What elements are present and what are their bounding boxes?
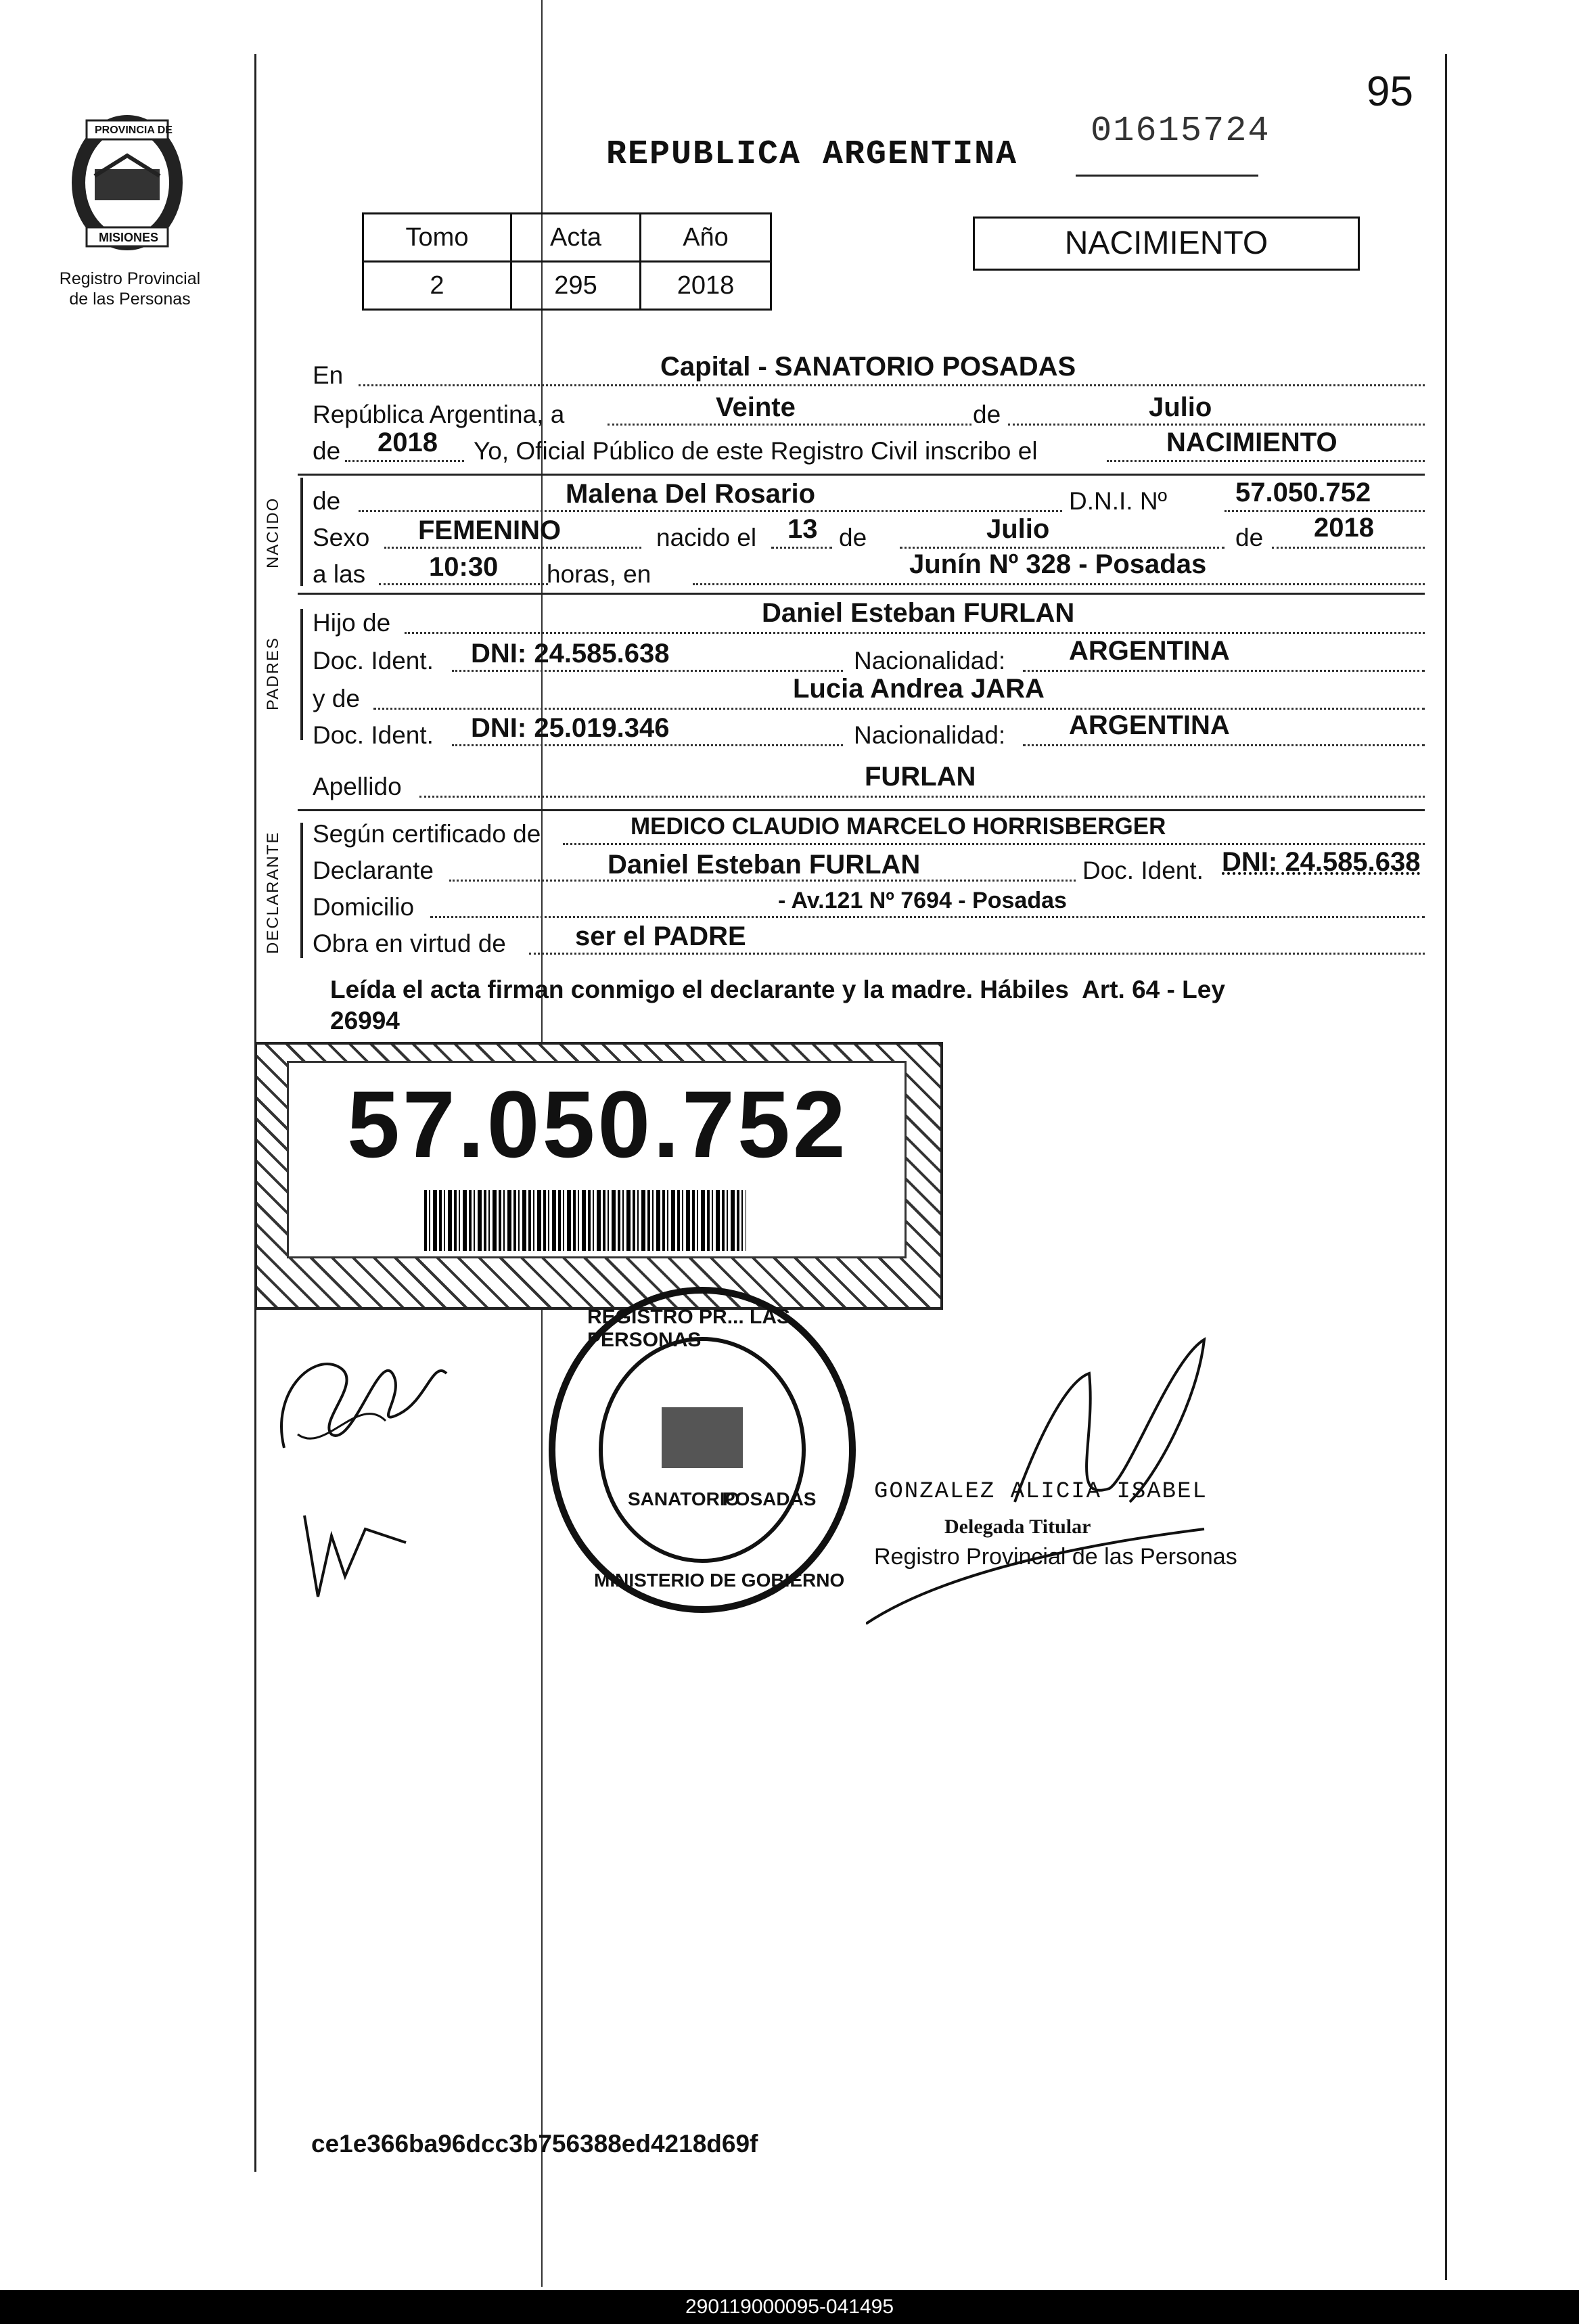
father-nat-label: Nacionalidad: xyxy=(854,647,1006,675)
birth-place: Junín Nº 328 - Posadas xyxy=(909,549,1207,579)
birth-place-dots xyxy=(693,583,1425,585)
official-text: Yo, Oficial Público de este Registro Civil inscribo el xyxy=(474,437,1038,465)
mother-doc: DNI: 25.019.346 xyxy=(471,713,670,743)
obra-label: Obra en virtud de xyxy=(313,930,506,957)
padres-bracket xyxy=(300,609,303,740)
mother-nat-dots xyxy=(1023,744,1425,746)
birth-de2-label: de xyxy=(1235,524,1264,551)
mother-dots xyxy=(373,708,1425,710)
header-title: REPUBLICA ARGENTINA xyxy=(606,135,1018,174)
value-ano: 2018 xyxy=(641,262,771,310)
year-value: 2018 xyxy=(377,428,438,457)
y-de-label: y de xyxy=(313,685,360,712)
decl-name: Daniel Esteban FURLAN xyxy=(608,850,921,880)
nacido-section-label: NACIDO xyxy=(264,497,282,568)
stamp-middle-1: SANATORIO xyxy=(628,1488,740,1509)
dni-sticker-number: 57.050.752 xyxy=(347,1071,848,1177)
sexo-value: FEMENINO xyxy=(418,516,562,545)
month-dots xyxy=(1008,424,1425,426)
right-margin-line xyxy=(1445,54,1447,2280)
serial-underline xyxy=(1076,175,1258,177)
dni-dots xyxy=(1225,510,1425,512)
seal-top-text: PROVINCIA DE xyxy=(95,124,173,136)
official-office: Registro Provincial de las Personas xyxy=(874,1544,1237,1570)
dni-sticker xyxy=(254,1042,943,1310)
horas-label: horas, en xyxy=(547,560,651,588)
record-type-box xyxy=(973,217,1360,271)
header-acta: Acta xyxy=(511,214,641,262)
dom-value: - Av.121 Nº 7694 - Posadas xyxy=(778,888,1067,913)
name-dots xyxy=(359,510,1062,512)
header-ano: Año xyxy=(641,214,771,262)
child-dni: 57.050.752 xyxy=(1235,478,1371,507)
birth-time: 10:30 xyxy=(429,552,499,582)
decl-doc: DNI: 24.585.638 xyxy=(1222,847,1421,877)
declarante-bracket xyxy=(300,823,303,958)
official-stamp xyxy=(547,1285,858,1614)
apellido-label: Apellido xyxy=(313,773,402,800)
place-value: Capital - SANATORIO POSADAS xyxy=(660,352,1076,382)
section-divider-3 xyxy=(298,809,1425,811)
nacido-bracket xyxy=(300,478,303,586)
child-name: Malena Del Rosario xyxy=(566,479,816,509)
decl-label: Declarante xyxy=(313,857,434,884)
barcode xyxy=(424,1190,746,1251)
obra-value: ser el PADRE xyxy=(575,921,746,951)
document-hash: ce1e366ba96dcc3b756388ed4218d69f xyxy=(311,2130,758,2158)
official-name: GONZALEZ ALICIA ISABEL xyxy=(874,1479,1208,1505)
sexo-dots xyxy=(384,547,641,549)
father-dots xyxy=(405,632,1425,634)
month-value: Julio xyxy=(1149,392,1212,422)
de-label: de xyxy=(973,401,1001,428)
stamp-middle-2: POSADAS xyxy=(723,1488,817,1509)
father-doc-dots xyxy=(452,670,843,672)
birth-year: 2018 xyxy=(1314,513,1374,543)
declarante-section-label: DECLARANTE xyxy=(264,831,282,954)
closing-text-2: 26994 xyxy=(330,1007,400,1034)
seal-bottom-text: MISIONES xyxy=(99,231,159,244)
logo-caption-1: Registro Provincial xyxy=(59,269,201,288)
apellido-dots xyxy=(419,796,1425,798)
dom-dots xyxy=(430,916,1425,918)
nacido-de-label: de xyxy=(313,487,341,515)
obra-dots xyxy=(529,953,1425,955)
en-dots xyxy=(359,384,1425,386)
record-table xyxy=(362,212,772,311)
dni-sticker-inner xyxy=(287,1061,907,1258)
footer-code: 290119000095-041495 xyxy=(685,2296,894,2318)
closing-text-1: Leída el acta firman conmigo el declarante y la madre. Hábiles Art. 64 - Ley xyxy=(330,976,1225,1003)
decl-doc-label: Doc. Ident. xyxy=(1082,857,1204,884)
sexo-label: Sexo xyxy=(313,524,370,551)
father-nat-dots xyxy=(1023,670,1425,672)
father-nationality: ARGENTINA xyxy=(1069,636,1230,666)
father-doc-label: Doc. Ident. xyxy=(313,647,434,675)
alas-label: a las xyxy=(313,560,366,588)
birth-day: 13 xyxy=(787,514,818,544)
padres-section-label: PADRES xyxy=(264,637,282,710)
stamp-top-text: REGISTRO PR... LAS PERSONAS xyxy=(587,1306,791,1351)
official-title: Delegada Titular xyxy=(944,1516,1091,1538)
page-number: 95 xyxy=(1367,68,1413,115)
birth-day-dots xyxy=(771,547,832,549)
republic-label: República Argentina, a xyxy=(313,401,565,428)
province-seal-logo xyxy=(60,108,195,257)
signature-left xyxy=(257,1313,474,1651)
en-label: En xyxy=(313,361,344,389)
logo-caption-2: de las Personas xyxy=(69,290,191,309)
year-dots xyxy=(345,460,464,462)
cert-label: Según certificado de xyxy=(313,820,541,848)
section-divider-1 xyxy=(298,474,1425,476)
act-type: NACIMIENTO xyxy=(1166,428,1337,457)
dni-label: D.N.I. Nº xyxy=(1069,487,1168,515)
apellido-value: FURLAN xyxy=(865,762,976,792)
record-type: NACIMIENTO xyxy=(1064,225,1268,261)
dom-label: Domicilio xyxy=(313,893,415,921)
birth-year-dots xyxy=(1272,547,1425,549)
cert-value: MEDICO CLAUDIO MARCELO HORRISBERGER xyxy=(631,813,1166,840)
footer-code-bar xyxy=(0,2290,1579,2324)
serial-number: 01615724 xyxy=(1091,111,1271,151)
birth-de-label: de xyxy=(839,524,867,551)
mother-nationality: ARGENTINA xyxy=(1069,710,1230,740)
father-doc: DNI: 24.585.638 xyxy=(471,639,670,668)
time-dots xyxy=(379,583,548,585)
cert-dots xyxy=(563,843,1425,845)
stamp-bottom-text: MINISTERIO DE GOBIERNO xyxy=(594,1570,845,1591)
mother-doc-dots xyxy=(452,744,843,746)
mother-name: Lucia Andrea JARA xyxy=(793,674,1045,704)
birth-month-dots xyxy=(900,547,1225,549)
value-tomo: 2 xyxy=(363,262,511,310)
day-words: Veinte xyxy=(716,392,796,422)
hijo-de-label: Hijo de xyxy=(313,609,391,637)
nacido-el-label: nacido el xyxy=(656,524,757,551)
birth-month: Julio xyxy=(986,514,1050,544)
mother-nat-label: Nacionalidad: xyxy=(854,721,1006,749)
header-tomo: Tomo xyxy=(363,214,511,262)
value-acta: 295 xyxy=(511,262,641,310)
section-divider-2 xyxy=(298,593,1425,595)
father-name: Daniel Esteban FURLAN xyxy=(762,598,1075,628)
act-dots xyxy=(1107,460,1425,462)
republic-dots xyxy=(608,424,971,426)
mother-doc-label: Doc. Ident. xyxy=(313,721,434,749)
de2-label: de xyxy=(313,437,341,465)
